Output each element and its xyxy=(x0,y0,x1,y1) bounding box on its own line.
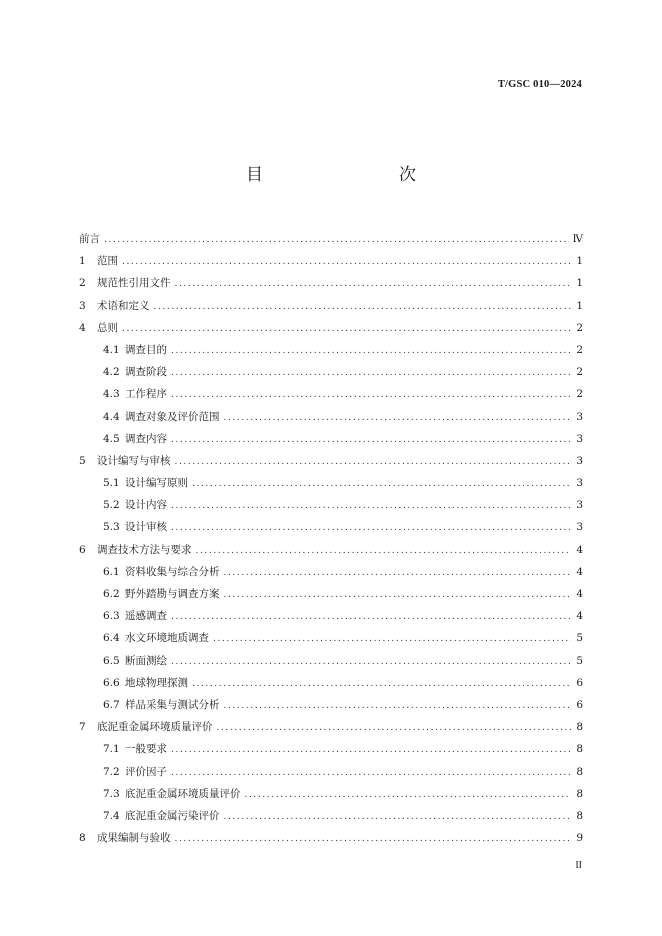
dot-leader xyxy=(175,457,572,467)
toc-entry-label: 底泥重金属环境质量评价 xyxy=(125,787,241,800)
toc-entry[interactable] xyxy=(79,409,583,431)
toc-entry-label: 调查对象及评价范围 xyxy=(125,410,220,423)
toc-entry-label: 遥感调查 xyxy=(125,610,167,623)
dot-leader xyxy=(192,679,571,689)
toc-entry[interactable] xyxy=(79,453,583,475)
toc-entry-label: 评价因子 xyxy=(125,765,167,778)
dot-leader xyxy=(224,568,572,578)
toc-entry[interactable] xyxy=(79,231,583,253)
toc-entry[interactable] xyxy=(79,764,583,786)
toc-entry-number: 6.4 xyxy=(103,632,120,645)
toc-entry-number: 7 xyxy=(79,721,86,734)
toc-entry[interactable] xyxy=(79,608,583,630)
toc-entry-number: 4.1 xyxy=(103,343,120,356)
toc-entry-label: 设计编写与审核 xyxy=(97,454,171,467)
toc-entry-label: 底泥重金属污染评价 xyxy=(125,809,220,822)
dot-leader xyxy=(192,479,571,489)
dot-leader xyxy=(171,390,571,400)
toc-entry-label: 工作程序 xyxy=(125,388,167,401)
toc-entry-label: 调查目的 xyxy=(125,343,167,356)
table-of-contents xyxy=(79,231,583,852)
dot-leader xyxy=(171,368,571,378)
dot-leader xyxy=(217,723,572,733)
toc-entry-page: 4 xyxy=(576,610,583,623)
toc-entry[interactable] xyxy=(79,564,583,586)
toc-entry-page: 8 xyxy=(576,743,583,756)
toc-entry-number: 4.5 xyxy=(103,432,120,445)
dot-leader xyxy=(122,324,571,334)
toc-entry-number: 6.3 xyxy=(103,610,120,623)
toc-entry-page: 6 xyxy=(576,676,583,689)
toc-entry-label: 规范性引用文件 xyxy=(97,277,171,290)
toc-entry-label: 样品采集与测试分析 xyxy=(125,698,220,711)
toc-entry-page: 8 xyxy=(576,809,583,822)
toc-title: 目 次 xyxy=(246,165,450,185)
toc-entry-page: 1 xyxy=(576,255,583,268)
toc-entry-number: 6 xyxy=(79,543,86,556)
toc-entry[interactable] xyxy=(79,653,583,675)
toc-entry[interactable] xyxy=(79,675,583,697)
toc-entry-page: 8 xyxy=(576,787,583,800)
toc-entry-number: 8 xyxy=(79,832,86,845)
toc-entry[interactable] xyxy=(79,320,583,342)
dot-leader xyxy=(154,302,572,312)
toc-entry-number: 5 xyxy=(79,454,86,467)
toc-entry-number: 4 xyxy=(79,321,86,334)
toc-entry-number: 7.3 xyxy=(103,787,120,800)
toc-entry-page: 2 xyxy=(576,388,583,401)
toc-entry-number: 1 xyxy=(79,255,86,268)
dot-leader xyxy=(171,435,571,445)
dot-leader xyxy=(171,612,571,622)
toc-entry-label: 底泥重金属环境质量评价 xyxy=(97,721,213,734)
dot-leader xyxy=(224,701,572,711)
toc-entry-label: 资料收集与综合分析 xyxy=(125,565,220,578)
toc-entry-number: 7.2 xyxy=(103,765,120,778)
toc-entry[interactable] xyxy=(79,697,583,719)
page-number: II xyxy=(575,860,582,871)
toc-entry-number: 7.1 xyxy=(103,743,120,756)
toc-entry[interactable] xyxy=(79,497,583,519)
dot-leader xyxy=(171,523,571,533)
toc-entry[interactable] xyxy=(79,830,583,852)
dot-leader xyxy=(224,590,572,600)
toc-entry[interactable] xyxy=(79,475,583,497)
toc-entry-number: 4.3 xyxy=(103,388,120,401)
toc-entry-page: 2 xyxy=(576,366,583,379)
dot-leader xyxy=(171,346,571,356)
toc-entry-number: 5.2 xyxy=(103,499,120,512)
toc-entry[interactable] xyxy=(79,431,583,453)
toc-entry[interactable] xyxy=(79,253,583,275)
toc-entry-page: 1 xyxy=(576,299,583,312)
toc-entry-label: 断面测绘 xyxy=(125,654,167,667)
dot-leader xyxy=(171,745,571,755)
toc-entry-label: 水文环境地质调查 xyxy=(125,632,209,645)
toc-entry-number: 6.2 xyxy=(103,588,120,600)
toc-entry-number: 5.3 xyxy=(103,521,120,534)
dot-leader xyxy=(175,834,572,844)
toc-entry-number: 6.7 xyxy=(103,698,120,711)
toc-entry-number: 7.4 xyxy=(103,809,120,822)
toc-entry[interactable] xyxy=(79,386,583,408)
toc-entry[interactable] xyxy=(79,630,583,652)
toc-entry-label: 调查内容 xyxy=(125,432,167,445)
toc-entry-page: 1 xyxy=(576,277,583,290)
toc-entry-label: 设计审核 xyxy=(125,521,167,534)
toc-entry-label: 野外踏勘与调查方案 xyxy=(125,588,220,600)
toc-entry-page: 4 xyxy=(576,565,583,578)
toc-entry-page: 5 xyxy=(576,654,583,667)
toc-entry-number: 4.2 xyxy=(103,366,120,379)
toc-entry-number: 5.1 xyxy=(103,477,120,490)
toc-entry-page: 8 xyxy=(576,721,583,734)
toc-entry-label: 调查阶段 xyxy=(125,366,167,379)
toc-entry-page: 3 xyxy=(576,521,583,534)
toc-entry-page: 3 xyxy=(576,432,583,445)
toc-entry-label: 设计编写原则 xyxy=(125,477,188,490)
dot-leader xyxy=(224,413,572,423)
toc-entry-page: 3 xyxy=(576,477,583,490)
dot-leader xyxy=(171,768,571,778)
toc-entry[interactable] xyxy=(79,741,583,763)
toc-entry-number: 6.6 xyxy=(103,676,120,689)
toc-entry-label: 调查技术方法与要求 xyxy=(97,543,192,556)
dot-leader xyxy=(224,812,572,822)
toc-entry[interactable] xyxy=(79,542,583,564)
toc-entry-label: 范围 xyxy=(97,255,118,268)
toc-entry-page: 3 xyxy=(576,410,583,423)
toc-entry[interactable] xyxy=(79,275,583,297)
dot-leader xyxy=(171,657,571,667)
toc-entry-page: 5 xyxy=(576,632,583,645)
toc-entry-page: 3 xyxy=(576,454,583,467)
toc-entry[interactable] xyxy=(79,586,583,608)
toc-entry-number: 6.5 xyxy=(103,654,120,667)
toc-entry[interactable] xyxy=(79,719,583,741)
toc-entry-label: 一般要求 xyxy=(125,743,167,756)
toc-entry-label: 前言 xyxy=(79,233,100,245)
toc-entry-label: 总则 xyxy=(97,321,118,334)
toc-entry-page: 4 xyxy=(576,543,583,556)
toc-entry[interactable] xyxy=(79,786,583,808)
toc-entry-label: 术语和定义 xyxy=(97,299,150,312)
toc-entry-number: 3 xyxy=(79,299,86,312)
toc-entry-page: 4 xyxy=(576,588,583,600)
dot-leader xyxy=(196,546,572,556)
toc-entry-page: 6 xyxy=(576,698,583,711)
dot-leader xyxy=(104,235,569,245)
dot-leader xyxy=(245,790,572,800)
toc-entry-label: 成果编制与验收 xyxy=(97,832,171,845)
toc-entry-page: 9 xyxy=(576,832,583,845)
toc-entry[interactable] xyxy=(79,364,583,386)
dot-leader xyxy=(175,279,572,289)
dot-leader xyxy=(122,257,571,267)
toc-entry-number: 4.4 xyxy=(103,410,120,423)
toc-entry-number: 2 xyxy=(79,277,86,290)
toc-entry[interactable] xyxy=(79,808,583,830)
toc-entry-page: 3 xyxy=(576,499,583,512)
dot-leader xyxy=(213,634,571,644)
toc-entry[interactable] xyxy=(79,298,583,320)
toc-entry[interactable] xyxy=(79,342,583,364)
toc-entry[interactable] xyxy=(79,519,583,541)
toc-entry-label: 设计内容 xyxy=(125,499,167,512)
toc-entry-page: Ⅳ xyxy=(572,233,583,245)
standard-code: T/GSC 010—2024 xyxy=(497,79,582,90)
toc-entry-page: 2 xyxy=(576,321,583,334)
dot-leader xyxy=(171,501,571,511)
toc-entry-label: 地球物理探测 xyxy=(125,676,188,689)
toc-entry-page: 2 xyxy=(576,343,583,356)
toc-entry-page: 8 xyxy=(576,765,583,778)
toc-entry-number: 6.1 xyxy=(103,565,120,578)
